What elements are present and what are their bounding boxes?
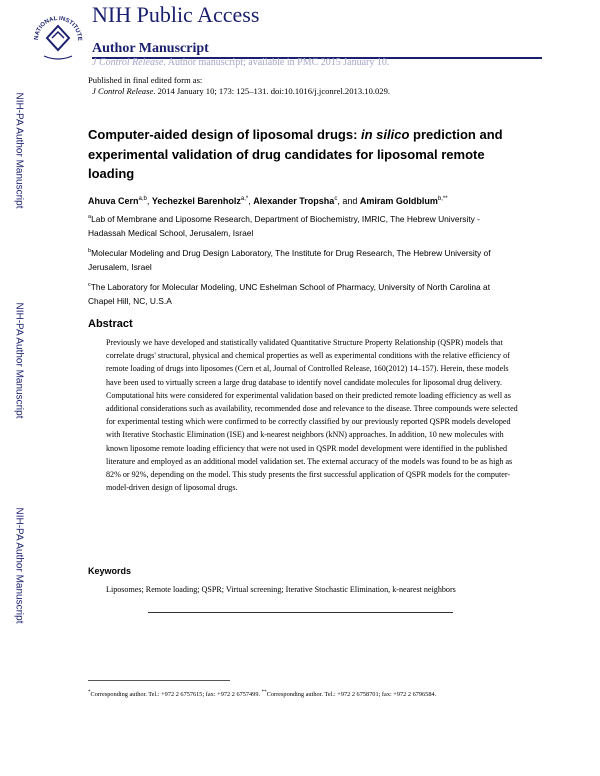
affiliation-sup: c	[88, 282, 91, 288]
published-label: Published in final edited form as:	[88, 75, 203, 85]
footnote-text: Corresponding author. Tel.: +972 2 6758701; fax: +972 2 6796584.	[266, 691, 437, 699]
side-watermark-text: NIH-PA Author Manuscript	[13, 507, 25, 623]
citation-journal: J Control Release	[92, 86, 154, 96]
affiliation-text: The Laboratory for Molecular Modeling, UNC Eshelman School of Pharmacy, University of North Carolina at Chapel Hill, NC, U.S.A	[88, 281, 491, 306]
author-sup: a,*	[240, 196, 249, 202]
article-title	[88, 125, 528, 184]
author-name: Yechezkel Barenholz	[151, 196, 241, 206]
author-name: Ahuva Cern	[88, 196, 139, 206]
seal-emblem	[47, 26, 69, 50]
affiliation-a	[88, 210, 518, 240]
affiliation-text: Lab of Membrane and Liposome Research, Department of Biochemistry, IMRIC, The Hebrew University - Hadassah Medical School, Jerusalem, Israel	[88, 213, 480, 238]
nih-public-access-title: NIH Public Access	[92, 2, 260, 27]
author-sup: a,b	[138, 196, 147, 202]
section-divider	[148, 612, 453, 613]
seal-bottom-arc	[44, 56, 72, 59]
seal-emblem-inner	[52, 32, 64, 38]
author-manuscript-label: Author Manuscript	[92, 41, 209, 56]
side-watermark-1	[9, 60, 29, 240]
author-sup: c	[334, 196, 338, 202]
footnote-sup: *	[88, 690, 91, 695]
footnote	[88, 688, 508, 700]
title-part-2: prediction and experimental validation of drug candidates for liposomal remote loading	[88, 127, 503, 181]
title-italic: in silico	[361, 127, 410, 142]
author-sup: b,**	[437, 196, 448, 202]
keywords-body: Liposomes; Remote loading; QSPR; Virtual screening; Iterative Stochastic Elimination, k-nearest neighbors	[106, 585, 456, 594]
seal-text	[30, 6, 82, 41]
author-list	[88, 196, 448, 206]
affiliation-c	[88, 278, 518, 308]
abstract-heading: Abstract	[88, 318, 133, 330]
side-watermark-text: NIH-PA Author Manuscript	[13, 92, 25, 208]
pmc-note-text: . Author manuscript; available in PMC 2015 January 10.	[163, 57, 390, 68]
author-name: Amiram Goldblum	[359, 196, 438, 206]
footnote-sup: **	[261, 690, 267, 695]
citation-line	[92, 86, 390, 96]
title-part-1: Computer-aided design of liposomal drugs:	[88, 127, 362, 142]
pmc-journal: J Control Release	[92, 57, 164, 68]
author-name: Alexander Tropsha	[253, 196, 335, 206]
author-separator: ,	[146, 196, 152, 206]
footnote-text: Corresponding author. Tel.: +972 2 6757615; fax: +972 2 6757499.	[90, 691, 262, 699]
footnote-rule	[88, 680, 230, 681]
affiliation-sup: b	[88, 248, 92, 254]
pmc-availability-note	[92, 57, 389, 68]
affiliation-b	[88, 244, 518, 274]
side-watermark-text: NIH-PA Author Manuscript	[13, 302, 25, 418]
seal-text-path: NATIONAL INSTITUTE	[33, 15, 83, 41]
affiliation-sup: a	[88, 214, 92, 220]
nih-seal-icon	[30, 6, 86, 66]
side-watermark-2	[9, 270, 29, 450]
keywords-heading: Keywords	[88, 566, 132, 576]
nih-seal-logo	[30, 6, 86, 66]
author-separator: , and	[337, 196, 360, 206]
abstract-body: Previously we have developed and statistically validated Quantitative Structure Property Relationship (QSPR) models that correlate drugs' structural, physical and chemical properties as well as experimental conditions with the relative efficiency of remote loading of drugs into liposomes (Cern et al, Journal of Controlled Release, 160(2012) 14–157). Herein, these models have been used to virtually screen a large drug database to identify novel candidate molecules for liposomal drug delivery. Computational hits were considered for experimental validation based on their predicted remote loading efficiency as well as additional considerations such as availability, recommended dose and relevance to the disease. Three compounds were selected for experimental testing which were confirmed to be correctly classified by our previously reported QSPR models developed with Iterative Stochastic Elimination (ISE) and k-nearest neighbors (kNN) approaches. In addition, 10 new molecules with known liposome remote loading efficiency that were not used in QSPR model development were identified in the published literature and employed as an additional model validation set. The external accuracy of the models was found to be as high as 82% or 92%, depending on the model. This study presents the first successful application of QSPR models for the computer-model-driven design of liposomal drugs.	[106, 338, 518, 493]
side-watermark-3	[9, 475, 29, 655]
author-separator: ,	[248, 196, 254, 206]
citation-text: . 2014 January 10; 173: 125–131. doi:10.1016/j.jconrel.2013.10.029.	[153, 86, 391, 96]
affiliation-text: Molecular Modeling and Drug Design Laboratory, The Institute for Drug Research, The Hebrew University of Jerusalem, Israel	[88, 247, 491, 272]
